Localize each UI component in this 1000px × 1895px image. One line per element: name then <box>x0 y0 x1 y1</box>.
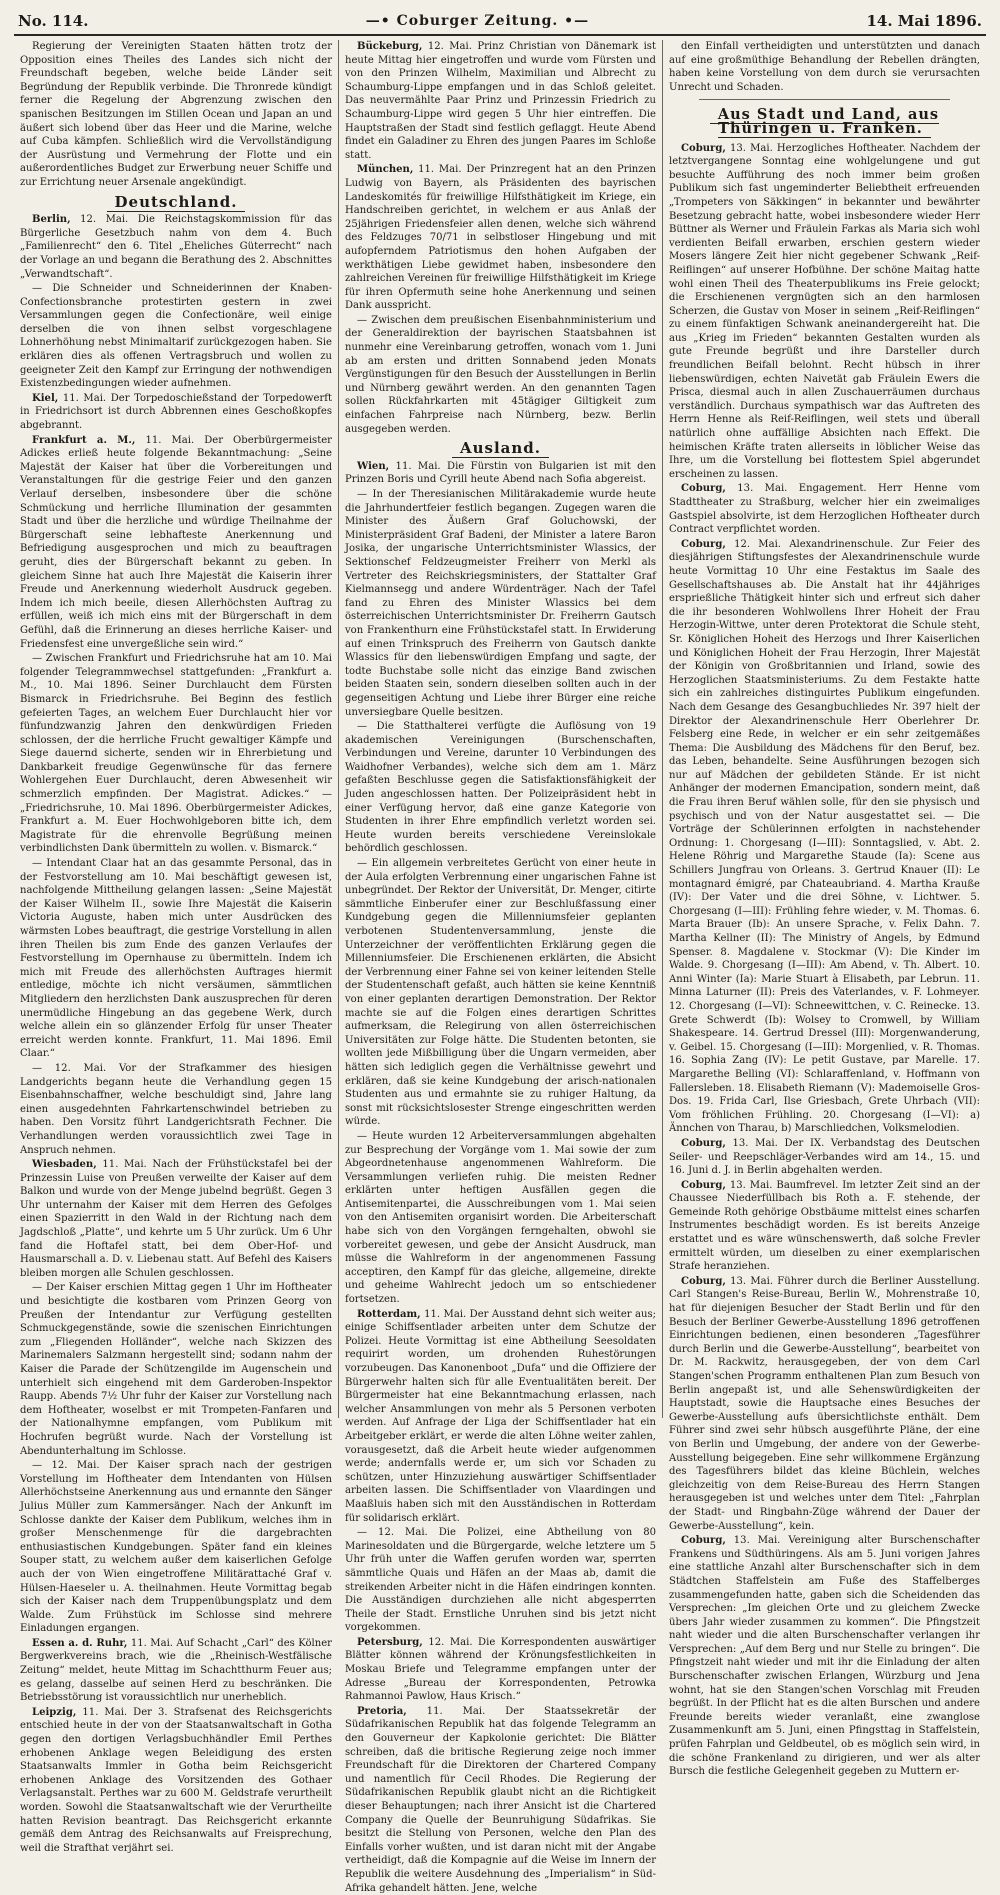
article-text: Petersburg, 12. Mai. Die Korrespondenten auswärtiger Blätter können während der Krönungsfestlichkeiten in Moskau Briefe und Telegramme empfangen unter der Adresse „Bureau der Korrespondenten, Petrowka Rahmannoi Pawlow, Haus Krisch.“ <box>345 1636 656 1703</box>
article-text: Frankfurt a. M., 11. Mai. Der Oberbürgermeister Adickes erließ heute folgende Bekanntmachung: „Seine Majestät der Kaiser hat über die Vorbereitungen und Veranstaltungen für die gestrige Feier und den ganzen Verlauf derselben, insbesondere über die schöne Schmückung und herrliche Illumination der gesammten Stadt und über die herzliche und würdige Theilnahme der Bürgerschaft seine lebhafteste Anerkennung und Befriedigung ausgesprochen und mich zu beauftragen geruht, dies der Bürgerschaft bekannt zu geben. In gleichem Sinne hat auch Ihre Majestät die Kaiserin ihrer Freude und Anerkennung wiederholt Ausdruck gegeben. Indem ich mich beeile, diesen Allerhöchsten Auftrag zu erfüllen, weiß ich mich eins mit der Bürgerschaft in dem Gefühl, daß die Erinnerung an dieses herrliche Kaiser- und Friedensfest eine unvergeßliche sein wird.“ <box>20 434 332 650</box>
article-text: München, 11. Mai. Der Prinzregent hat an den Prinzen Ludwig von Bayern, als Präsidenten des bayrischen Landeskomités für freiwillige Hilfsthätigkeit im Kriege, ein Handschreiben gerichtet, in welchem er aus Anlaß der 25jährigen Friedensfeier allen denen, welche sich während des Feldzuges 70/71 in selbstloser Hingebung und mit aufopferndem Patriotismus den hohen Aufgaben der werkthätigen Liebe gewidmet haben, insbesondere den zahlreichen Vereinen für freiwillige Hilfsthätigkeit im Kriege für ihren Opfermuth seine hohe Anerkennung und seinen Dank ausspricht. <box>345 164 656 312</box>
columns <box>14 40 986 1894</box>
issue-number: No. 114. <box>18 12 89 30</box>
article-text: Coburg, 13. Mai. Vereinigung alter Burschenschafter Frankens und Südthüringens. Als am 5. Juni vorigen Jahres eine stattliche Anzahl alter Burschenschafter sich in dem Städtchen Staffelstein am Fuße des Staffelberges zusammengefunden hatte, gaben sich die Scheidenden das Versprechen: „Im gleichen Orte und zu gleichem Zwecke übers Jahr wieder zusammen zu kommen“. Die Pfingstzeit naht wieder und die alten Burschenschafter verlangen ihr Versprechen: „Auf dem Berg und nur Stelle zu bringen“. Die Pfingstzeit naht wieder und mit ihr die Einladung der alten Burschenschafter zwischen Erlangen, Würzburg und Jena wohnt, hat sie den Stangen'schen Vorschlag mit Freuden begrüßt. In der Pflicht hat es die alten Burschen und andere Freunde bereits wieder veranlaßt, eine zwanglose Zusammenkunft am 5. Juni, einen Pfingsttag in Staffelstein, prüfen Fahrplan und Geldbeutel, ob es möglich sein wird, in die schöne Frankenland zu dirigieren, und wer als alter Bursch die festliche Gelegenheit gegeben zu Muttern er- <box>669 1535 980 1778</box>
article-text: Leipzig, 11. Mai. Der 3. Strafsenat des Reichsgerichts entschied heute in der von der Staatsanwaltschaft in Gotha gegen den dortigen Verlagsbuchhändler Emil Perthes erhobenen Anklage wegen Beleidigung des ersten Staatsanwalts Immler in Gotha beim Reichsgericht erhobenen Anklage des Vorsitzenden des Gothaer Verlagsanstalt. Perthes war zu 600 M. Geldstrafe verurtheilt worden. Sowohl die Staatsanwaltschaft wie der Verurtheilte hatten Revision beantragt. Das Reichsgericht erkannte gemäß dem Antrag des Reichsanwalts auf Freisprechung, weil die Strafthat verjährt sei. <box>20 1706 332 1854</box>
column-2 <box>338 40 662 1894</box>
article-text: Coburg, 12. Mai. Alexandrinenschule. Zur Feier des diesjährigen Stiftungsfestes der Alexandrinenschule wurde heute Vormittag 10 Uhr eine Festaktus im Saale des Gesellschaftshauses ab. Die Anstalt hat ihr 44jähriges ersprießliche Thätigkeit hinter sich und erfreut sich daher die ihr besonderen Wohlwollens Ihrer Hoheit der Frau Herzogin-Wittwe, unter deren Protektorat die Schule steht, Sr. Königlichen Hoheit des Herzogs und Ihrer Kaiserlichen und Königlichen Hoheit der Frau Herzogin, Ihrer Majestät der Königin von Großbritannien und Irland, sowie des Herzoglichen Staatsministeriums. Zu dem Festakte hatte sich ein zahlreiches distinguirtes Publikum eingefunden. Nach dem Gesange des Gesangbuchliedes Nr. 397 hielt der Direktor der Alexandrinenschule Herr Oberlehrer Dr. Felsberg eine Rede, in welcher er ein sehr zeitgemäßes Thema: Die Ausbildung des Mädchens für den Beruf, bez. das Leben, behandelte. Seine Ausführungen bezogen sich nur auf Mädchen der gebildeten Stände. Er ist nicht Anhänger der modernen Emancipation, sondern meint, daß die Frau ihren Beruf wählen solle, für den sie physisch und psychisch und von der Natur ausgestattet sei. — Die Vorträge der Schülerinnen erfolgten in nachstehender Ordnung: 1. Chorgesang (I—III): Sonntagslied, v. Abt. 2. Helene Röhrig und Margarethe Staude (Ia): Scene aus Schillers Jungfrau von Orleans. 3. Gertrud Knauer (II): Le montagnard émigré, par Chateaubriand. 4. Martha Krauße (IV): Der Vater und die drei Söhne, v. Lichtwer. 5. Chorgesang (I—III): Frühling fehre wieder, v. M. Thomas. 6. Marta Brauer (Ib): An unsere Sprache, v. Felix Dahn. 7. Martha Kellner (II): The Ministry of Angels, by Edmund Spenser. 8. Magdalene v. Stockmar (V): Die Kinder im Walde. 9. Chorgesang (I—III): Am Abend, v. Th. Albert. 10. Anni Winter (Ia): Marie Stuart à Elisabeth, par Lebrun. 11. Minna Laturner (II): Preis des Vaterlandes, v. F. Lohmeyer. 12. Chorgesang (I—VI): Schneewittchen, v. C. Reinecke. 13. Grete Schwerdt (Ib): Wolsey to Cromwell, by William Shakespeare. 14. Gertrud Dressel (III): Morgenwanderung, v. Geibel. 15. Chorgesang (I—III): Morgenlied, v. R. Thomas. 16. Sophia Zang (IV): Le petit Gustave, par Marelle. 17. Margarethe Belling (VI): Schlaraffenland, v. Hoffmann von Fallersleben. 18. Elisabeth Riemann (V): Mademoiselle Gros-Dos. 19. Frida Carl, Ilse Griesbach, Grete Uhrbach (VII): Vom fröhlichen Frühling. 20. Chorgesang (I—VI): a) Ännchen von Tharau, b) Marschliedchen, Volksmelodien. <box>669 538 980 1135</box>
article-text: Wiesbaden, 11. Mai. Nach der Frühstückstafel bei der Prinzessin Luise von Preußen verweilte der Kaiser auf dem Balkon und wurde von der Menge jubelnd begrüßt. Gegen 3 Uhr unternahm der Kaiser mit dem Herren des Gefolges einen Spazierritt in den Wald in der Richtung nach dem Jagdschloß „Platte“, und kehrte um 5 Uhr zurück. Um 6 Uhr fand die Hoftafel statt, bei dem Ober-Hof- und Hausmarschall a. D. v. Liebenau statt. Auf Befehl des Kaisers bleiben morgen alle Schulen geschlossen. <box>20 1159 332 1279</box>
article-text: — 12. Mai. Die Polizei, eine Abtheilung von 80 Marinesoldaten und die Bürgergarde, welche letztere um 5 Uhr früh unter die Waffen gerufen worden war, sperrten sämmtliche Quais und Häfen an der Maas ab, damit die streikenden Arbeiter nicht in die Häfen eindringen konnten. Die Ausständigen durchziehen alle nicht abgesperrten Theile der Stadt. Ernstliche Unruhen sind bis jetzt nicht vorgekommen. <box>345 1527 656 1634</box>
article-text: — Zwischen dem preußischen Eisenbahnministerium und der Generaldirektion der bayrischen Staatsbahnen ist nunmehr eine Vereinbarung getroffen, wonach vom 1. Juni ab am ersten und dritten Sonnabend jeden Monats Vergünstigungen für den Besuch der Ausstellungen in Berlin und Nürnberg gewährt werden. An den genannten Tagen sollen Rückfahrkarten mit 45tägiger Giltigkeit zum einfachen Fahrpreise nach Nürnberg, bezw. Berlin ausgegeben werden. <box>345 314 656 435</box>
article-text: Coburg, 13. Mai. Baumfrevel. Im letzter Zeit sind an der Chaussee Niederfüllbach bis Roth a. F. stehende, der Gemeinde Roth gehörige Obstbäume mittelst eines scharfen Instrumentes beschädigt worden. Es ist bereits Anzeige erstattet und es wäre wünschenswerth, daß solche Frevler ermittelt würden, um dieselben zu einer exemplarischen Strafe heranziehen. <box>669 1179 981 1273</box>
article-text: Regierung der Vereinigten Staaten hätten trotz der Opposition eines Theiles des Landes sich nicht der Freundschaft begeben, welche beide Länder seit Begründung der Republik verbinde. Die Thronrede kündigt ferner die Regelung der Abgrenzung zwischen den spanischen Besitzungen im Stillen Ocean und Japan an und äußert sich lobend über das Heer und die Marine, welche auf Cuba kämpfen. Schließlich wird die Vervollständigung der Ausrüstung und Vermehrung der Flotte und ein außerordentliches Budget zur Erwerbung neuer Schiffe und zur Errichtung neuer Arsenale angekündigt. <box>20 41 332 188</box>
newspaper-title: —• Coburger Zeitung. •— <box>365 13 590 29</box>
article-text: Berlin, 12. Mai. Die Reichstagskommission für das Bürgerliche Gesetzbuch nahm von dem 4. Buch „Familienrecht“ den 6. Titel „Eheliches Güterrecht“ nach der Vorlage an und begann die Berathung des 2. Abschnittes „Verwandtschaft“. <box>20 214 332 280</box>
article-text: — Ein allgemein verbreitetes Gerücht von einer heute in der Aula erfolgten Verbrennung einer ungarischen Fahne ist unbegründet. Der Rektor der Universität, Dr. Menger, citirte sämmtliche Einberufer einer zur Beschlußfassung einer Kundgebung gegen die Millenniumsfeier geplanten verbotenen Studentenversammlung, jenste die Unterzeichner der veröffentlichten Erklärung gegen die Millenniumsfeier. Die Erschienenen erklärten, die Absicht der Verbrennung einer Fahne sei von keiner leitenden Stelle der Studentenschaft gefaßt, auch hätten sie keine Kenntniß von einer geplanten derartigen Demonstration. Der Rektor machte sie auf die Folgen eines derartigen Schrittes aufmerksam, die Relegirung von allen österreichischen Universitäten zur Folge hätte. Die Studenten betonten, sie wollten jede Mißbilligung über die Ungarn vermeiden, aber hätten sich lediglich gegen die Verhältnisse gewehrt und erklären, daß sie keine Kundgebung der arisch-nationalen Studenten aus und ermahnte sie zu ruhiger Haltung, da sonst mit rücksichtslosester Strenge eingeschritten werden würde. <box>345 858 656 1128</box>
column-3 <box>662 40 986 1778</box>
column-1 <box>14 40 338 1854</box>
article-text: — Die Schneider und Schneiderinnen der Knaben-Confectionsbranche protestirten gestern in zwei Versammlungen gegen die Confectionäre, weil einige derselben die von ihnen selbst vorgeschlagene Lohnerhöhung nebst Minimaltarif zurückgezogen haben. Sie erklären dies als offenen Vertragsbruch und wollen zu geeigneter Zeit den Kampf zur Erringung der nothwendigen Existenzbedingungen wieder aufnehmen. <box>20 283 332 390</box>
article-text: — 12. Mai. Vor der Strafkammer des hiesigen Landgerichts begann heute die Verhandlung gegen 15 Eisenbahnschaffner, welche beschuldigt sind, Jahre lang einen ausgedehnten Fahrkartenschwindel betrieben zu haben. Den Vorsitz führt Landgerichtsrath Fechner. Die Verhandlungen werden voraussichtlich zwei Tage in Anspruch nehmen. <box>20 1062 332 1156</box>
article-text: Wien, 11. Mai. Die Fürstin von Bulgarien ist mit den Prinzen Boris und Cyrill heute Abend nach Sofia abgereist. <box>345 460 656 486</box>
article-text: — Zwischen Frankfurt und Friedrichsruhe hat am 10. Mai folgender Telegrammwechsel stattgefunden: „Frankfurt a. M., 10. Mai 1896. Seiner Durchlaucht dem Fürsten Bismarck in Friedrichsruhe. Bei Beginn des festlich gefeierten Tages, an welchem Euer Durchlaucht hier vor fünfundzwanzig Jahren den denkwürdigen Frieden schlossen, der die herrliche Frucht gewaltiger Kämpfe und Siege dauernd sicherte, senden wir in Ehrerbietung und Dankbarkeit freudige Gegenwünsche für das fernere Wohlergehen Euer Durchlaucht, deren Abwesenheit wir schmerzlich empfinden. Der Magistrat. Adickes.“ — „Friedrichsruhe, 10. Mai 1896. Oberbürgermeister Adickes, Frankfurt a. M. Euer Hochwohlgeboren bitte ich, dem Magistrate für die ehrenvolle Begrüßung meinen verbindlichsten Dank übermitteln zu wollen. v. Bismarck.“ <box>20 653 332 855</box>
article-text: Kiel, 11. Mai. Der Torpedoschießstand der Torpedowerft in Friedrichsort ist durch Abbrennen eines Geschoßkopfes abgebrannt. <box>20 392 332 432</box>
section-heading-local: Aus Stadt und Land, aus Thüringen u. Franken. <box>669 108 980 135</box>
article-text: den Einfall vertheidigten und unterstützten und danach auf eine großmüthige Behandlung der Rebellen drängten, haben keine Vorstellung von dem durch sie verursachten Unrecht und Schaden. <box>669 41 980 93</box>
section-heading-deutschland: Deutschland. <box>20 196 332 210</box>
article-text: — In der Theresianischen Militärakademie wurde heute die Jahrhundertfeier festlich begangen. Zugegen waren die Minister des Äußern Graf Goluchowski, der Ministerpräsident Graf Badeni, der Minister a latere Baron Josika, der ungarische Unterrichtsminister Wlassics, der Sektionschef Feldzeugmeister Freiherr von Merkl als Vertreter des Reichskriegsministers, der Stattalter Graf Kielmannsegg und andere Würdenträger. Nach der Tafel fand zu Ehren des Minister Wlassics bei dem österreichischen Unterrichtsminister Dr. Freiherrn Gautsch von Frankenthurn eine Frühstückstafel statt. In Erwiderung auf einen Trinkspruch des Freiherrn von Gautsch dankte Wlassics für den liebenswürdigen Empfang und sagte, der todte Buchstabe solle nicht das einzige Band zwischen beiden Staaten sein, sondern dieselben sollten auch in der gegenseitigen Achtung und Liebe ihrer Bürger eine reiche unversiegbare Quelle besitzen. <box>345 489 656 718</box>
article-text: Coburg, 13. Mai. Herzogliches Hoftheater. Nachdem der letztvergangene Sonntag eine wohlgelungene und gut besuchte Aufführung des noch immer beim großen Publikum sich fast ungeminderter Beliebtheit erfreuenden „Trompeters von Säkkingen“ in bekannter und bewährter Besetzung gebracht hatte, wobei insbesondere wieder Herr Büttner als Werner und Fräulein Farkas als Maria sich wohl verdienten Beifall erwarben, erschien gestern wieder Mosers längere Zeit hier nicht gegebener Schwank „Reif-Reiflingen“ auf unserer Hofbühne. Der schöne Maitag hatte wohl einen Theil des Theaterpublikums ins Freie gelockt; die Erschienenen vergnügten sich an den harmlosen Scherzen, die Gustav von Moser in seinem „Reif-Reiflingen“ zu einem fünfaktigen Schwank aneinandergereiht hat. Die aus „Krieg im Frieden“ bekannten Gestalten wurden als gute Freunde begrüßt und ihre Darsteller durch freundlichen Beifall belohnt. Recht hübsch in ihrer liebenswürdigen, echten Naivetät gab Fräulein Ewers die Prisca, diesmal auch in allen Zuschauerräumen durchaus verständlich. Durchaus sympathisch war das Auftreten des Herrn Henne als Reif-Reiflingen, weil stets und überall natürlich ohne auffällige Absichten nach Effekt. Die heimischen Kräfte traten allerseits in löblicher Weise das Ihre, um die Vorstellung bei flottestem Spiel abgerundet erscheinen zu lassen. <box>669 142 980 480</box>
article-text: Rotterdam, 11. Mai. Der Ausstand dehnt sich weiter aus; einige Schiffsentlader arbeiten unter dem Schutze der Polizei. Heute Vormittag ist eine Abtheilung Seesoldaten requirirt worden, um drohenden Ruhestörungen vorzubeugen. Das Kanonenboot „Dufa“ und die Offiziere der Bürgerwehr halten sich für alle Eventualitäten bereit. Der Bürgermeister hat eine Bekanntmachung erlassen, nach welcher Ansammlungen von mehr als 5 Personen verboten werden. Auf Anfrage der Liga der Schiffsentlader hat ein Arbeitgeber erklärt, er werde die alten Löhne weiter zahlen, vorausgesetzt, daß die Arbeit heute wieder aufgenommen werde; andernfalls werde er, um sich vor Schaden zu schützen, unter Hinzuziehung auswärtiger Schiffsentlader arbeiten lassen. Die Schiffsentlader von Vlaardingen und Maaßluis haben sich mit den Ausständischen in Rotterdam für solidarisch erklärt. <box>345 1308 657 1524</box>
article-text: — 12. Mai. Der Kaiser sprach nach der gestrigen Vorstellung im Hoftheater dem Intendanten von Hülsen Allerhöchstseine Anerkennung aus und ernannte den Sänger Julius Müller zum Kammersänger. Nach der Ankunft im Schlosse dankte der Kaiser dem Publikum, welches ihm in großer Menschenmenge für die dargebrachten enthusiastischen Kundgebungen. Später fand ein kleines Souper statt, zu welchem außer dem kaiserlichen Gefolge auch der von Wien eingetroffene Militärattaché Graf v. Hülsen-Haeseler u. A. theilnahmen. Heute Vormittag begab sich der Kaiser nach dem Truppenübungsplatz und dem Walde. Zum Frühstück im Schlosse sind mehrere Einladungen ergangen. <box>20 1460 332 1635</box>
masthead <box>14 8 986 36</box>
article-text: — Heute wurden 12 Arbeiterversammlungen abgehalten zur Besprechung der Vorgänge vom 1. Mai sowie der zum Abgeordnetenhause angenommenen Wahlreform. Die Versammlungen verliefen ruhig. Die meisten Redner erklärten unter heftigen Ausfällen gegen die Antisemitenpartei, die Ausschreibungen vom 1. Mai seien von den Antisemiten organisirt worden. Die Arbeiterschaft habe sich von den Vorgängen ferngehalten, obwohl sie vorbereitet gewesen, und gebe der Ansicht Ausdruck, man müsse die Wahlreform in der angenommenen Fassung acceptiren, den Kampf für das gleiche, allgemeine, direkte und geheime Wahlrecht jedoch um so entschiedener fortsetzen. <box>345 1130 656 1306</box>
article-text: Coburg, 13. Mai. Engagement. Herr Henne vom Stadttheater zu Straßburg, welcher hier ein zweimaliges Gastspiel absolvirte, ist dem Herzoglichen Hoftheater durch Contract verpflichtet worden. <box>669 483 980 536</box>
issue-date: 14. Mai 1896. <box>866 12 982 30</box>
article-text: Pretoria, 11. Mai. Der Staatssekretär der Südafrikanischen Republik hat das folgende Telegramm an den Gouverneur der Kapkolonie gerichtet: Die Blätter schreiben, daß die britische Regierung zeige noch immer Freundschaft für die Direktoren der Chartered Company und namentlich für Cecil Rhodes. Die Regierung der Südafrikanischen Republik glaubt nicht an die Richtigkeit dieser Behauptungen; nach ihrer Ansicht ist die Chartered Company die Quelle der Beunruhigung Südafrikas. Sie besitzt die Stellung von Personen, welche den Plan des Einfalls vorher wußten, und ist daran nicht mit der Angabe vertheidigt, daß die Kompagnie auf die Weise im Innern der Republik die weitere Ausdehnung des „Imperialism“ in Süd-Afrika gehandelt hätten. Jene, welche <box>345 1705 657 1894</box>
article-text: — Intendant Claar hat an das gesammte Personal, das in der Festvorstellung am 10. Mai beschäftigt gewesen ist, nachfolgende Mittheilung gelangen lassen: „Seine Majestät der Kaiser Wilhelm II., sowie Ihre Majestät die Kaiserin Victoria Auguste, haben mich unter Ausdrücken des wärmsten Lobes beauftragt, die gestrige Vorstellung in allen ihren Theilen bis zum Ende des ganzen Verlaufes der Festvorstellung im Opernhause zu übermitteln. Indem ich mich mit Freude des allerhöchsten Auftrages hiermit entledige, möchte ich nicht versäumen, sämmtlichen Mitgliedern den herzlichsten Dank auszusprechen für deren unermüdliche Hingebung an das gegebene Werk, durch welche allein ein so glänzender Erfolg für unser Theater erreicht werden konnte. Frankfurt, 11. Mai 1896. Emil Claar.“ <box>20 858 332 1060</box>
article-text: Coburg, 13. Mai. Führer durch die Berliner Ausstellung. Carl Stangen's Reise-Bureau, Berlin W., Mohrenstraße 10, hat für diejenigen Besucher der Stadt Berlin und für den Besuch der Berliner Gewerbe-Ausstellung 1896 getroffenen Einrichtungen bedienen, einen besonderen „Tagesführer durch Berlin und die Gewerbe-Ausstellung“, bearbeitet von Dr. M. Rackwitz, herausgegeben, der von dem Carl Stangen'schen Programm enthaltenen Plan zum Besuch von Berlin angepaßt ist, und alle Sehenswürdigkeiten der Hauptstadt, sowie die Hauptsache eines Besuches der Gewerbe-Ausstellung aufs übersichtlichste enthält. Dem Führer sind zwei sehr hübsch ausgeführte Pläne, der eine von Berlin und Umgebung, der andere von der Gewerbe-Ausstellung beigegeben. Eine sehr willkommene Ergänzung des Tagesführers bildet das kleine Büchlein, welches gleichzeitig von dem Reise-Bureau des Herrn Stangen herausgegeben ist und welches unter dem Titel: „Fahrplan der Stadt- und Ringbahn-Züge während der Dauer der Gewerbe-Ausstellung“, kein. <box>669 1275 980 1532</box>
article-text: Essen a. d. Ruhr, 11. Mai. Auf Schacht „Carl“ des Kölner Bergwerkvereins brach, wie die „Rheinisch-Westfälische Zeitung“ meldet, heute Mittag im Schachtthurm Feuer aus; es gelang, dasselbe auf seinen Herd zu beschränken. Die Betriebsstörung ist voraussichtlich nur unerheblich. <box>20 1637 332 1704</box>
section-heading-ausland: Ausland. <box>345 442 656 456</box>
divider <box>699 99 950 100</box>
article-text: Coburg, 13. Mai. Der IX. Verbandstag des Deutschen Seiler- und Reepschläger-Verbandes wird am 14., 15. und 16. Juni d. J. in Berlin abgehalten werden. <box>669 1137 980 1177</box>
article-text: — Der Kaiser erschien Mittag gegen 1 Uhr im Hoftheater und besichtigte die kostbaren vom Prinzen Georg von Preußen der Intendantur zur Verfügung gestellten Schmuckgegenstände, sowie die szenischen Einrichtungen zum „Fliegenden Holländer“, welche nach Skizzen des Marinemalers Salzmann hergestellt sind; sodann nahm der Kaiser die Parade der Schützengilde im Augenschein und unterhielt sich eingehend mit dem Garderoben-Inspektor Raupp. Abends 7½ Uhr fuhr der Kaiser zur Vorstellung nach dem Hoftheater, woselbst er mit Trompeten-Fanfaren und der Nationalhymne empfangen, vom Publikum mit Hochrufen begrüßt wurde. Nach der Vorstellung ist Abendunterhaltung im Schlosse. <box>20 1282 332 1457</box>
article-text: — Die Statthalterei verfügte die Auflösung von 19 akademischen Vereinigungen (Burschenschaften, Verbindungen und Vereine, darunter 10 Verbindungen des Waidhofner Verbandes), welche sich dem am 1. März gefaßten Beschlusse gegen die Satisfaktionsfähigkeit der Juden angeschlossen hatten. Der Polizeipräsident hebt in einer Verfügung hervor, daß eine ganze Kategorie von Studenten in ihrer Ehre empfindlich verletzt worden sei. Heute wurden bereits verschiedene Vereinslokale behördlich geschlossen. <box>345 721 656 855</box>
article-text: Bückeburg, 12. Mai. Prinz Christian von Dänemark ist heute Mittag hier eingetroffen und wurde vom Fürsten und von den Prinzen Wilhelm, Maximilian und Albrecht zu Schaumburg-Lippe empfangen und in das Schloß geleitet. Das neuvermählte Paar Prinz und Prinzessin Friedrich zu Schaumburg-Lippe wird gegen 5 Uhr hier eintreffen. Die Hauptstraßen der Stadt sind festlich geflaggt. Heute Abend findet ein Galadiner zu Ehren des jungen Paares im Schloße statt. <box>345 41 657 161</box>
